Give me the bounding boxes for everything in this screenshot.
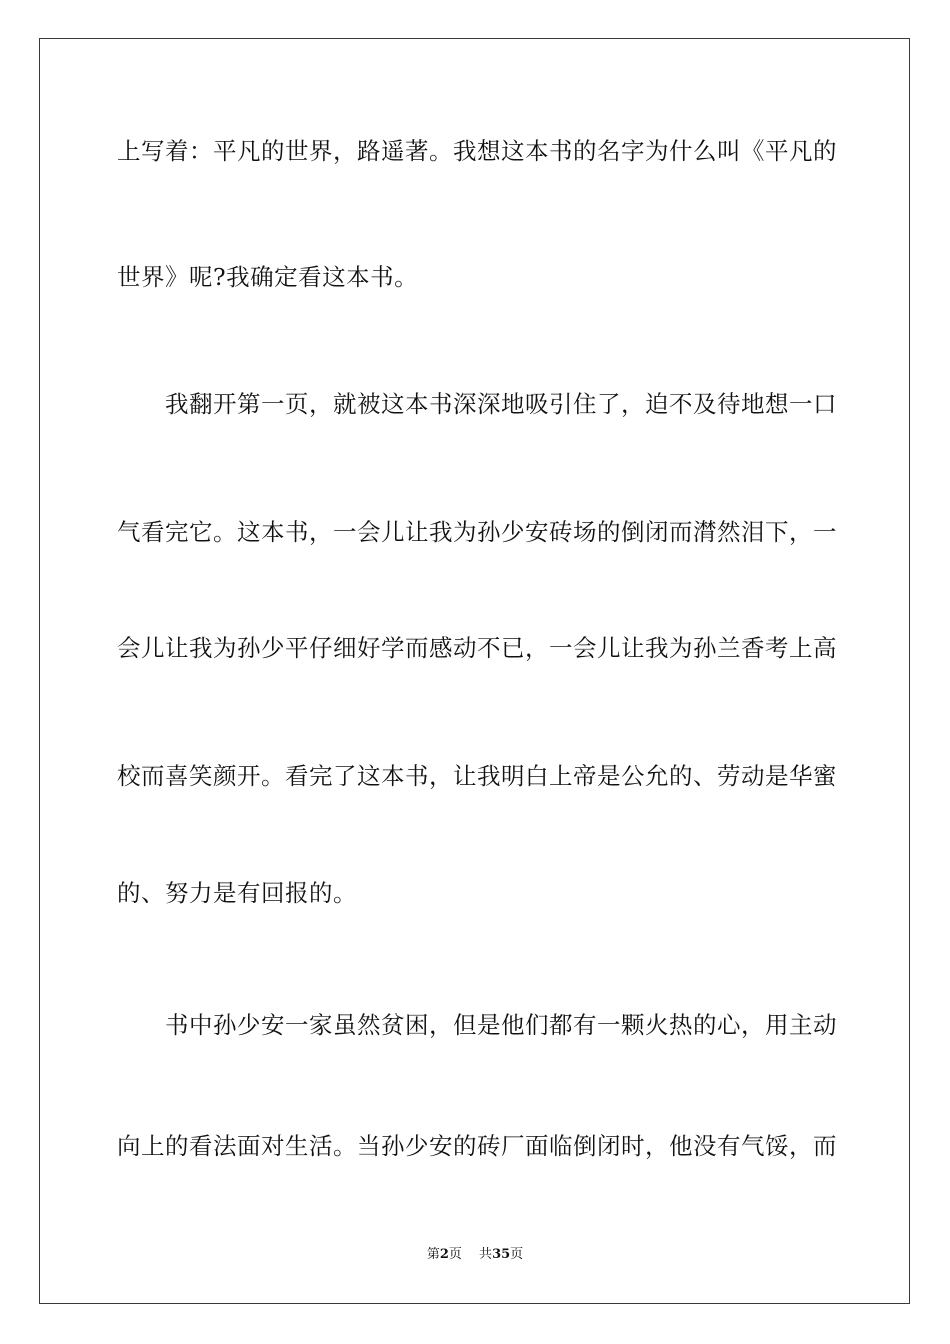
- text-line-9: 向上的看法面对生活。当孙少安的砖厂面临倒闭时，他没有气馁，而: [117, 1132, 837, 1160]
- footer-total-prefix: 共: [479, 1247, 493, 1262]
- footer-total-suffix: 页: [510, 1247, 524, 1262]
- footer-page-suffix: 页: [448, 1247, 462, 1262]
- footer-prefix: 第: [426, 1247, 440, 1262]
- text-line-7: 的、努力是有回报的。: [117, 879, 357, 907]
- page-footer: [0, 1246, 950, 1264]
- text-line-5: 会儿让我为孙少平仔细好学而感动不已，一会儿让我为孙兰香考上高: [117, 634, 837, 662]
- total-page-count: 35: [492, 1247, 511, 1262]
- current-page-number: 2: [439, 1247, 449, 1262]
- text-line-8: 书中孙少安一家虽然贫困，但是他们都有一颗火热的心，用主动: [117, 1011, 837, 1039]
- text-line-3: 我翻开第一页，就被这本书深深地吸引住了，迫不及待地想一口: [117, 390, 837, 418]
- text-line-4: 气看完它。这本书，一会儿让我为孙少安砖场的倒闭而潸然泪下，一: [117, 518, 837, 546]
- text-line-2: 世界》呢?我确定看这本书。: [117, 263, 419, 291]
- text-line-6: 校而喜笑颜开。看完了这本书，让我明白上帝是公允的、劳动是华蜜: [117, 762, 837, 790]
- page-border: [39, 38, 910, 1304]
- text-line-1: 上写着：平凡的世界，路遥著。我想这本书的名字为什么叫《平凡的: [117, 137, 837, 165]
